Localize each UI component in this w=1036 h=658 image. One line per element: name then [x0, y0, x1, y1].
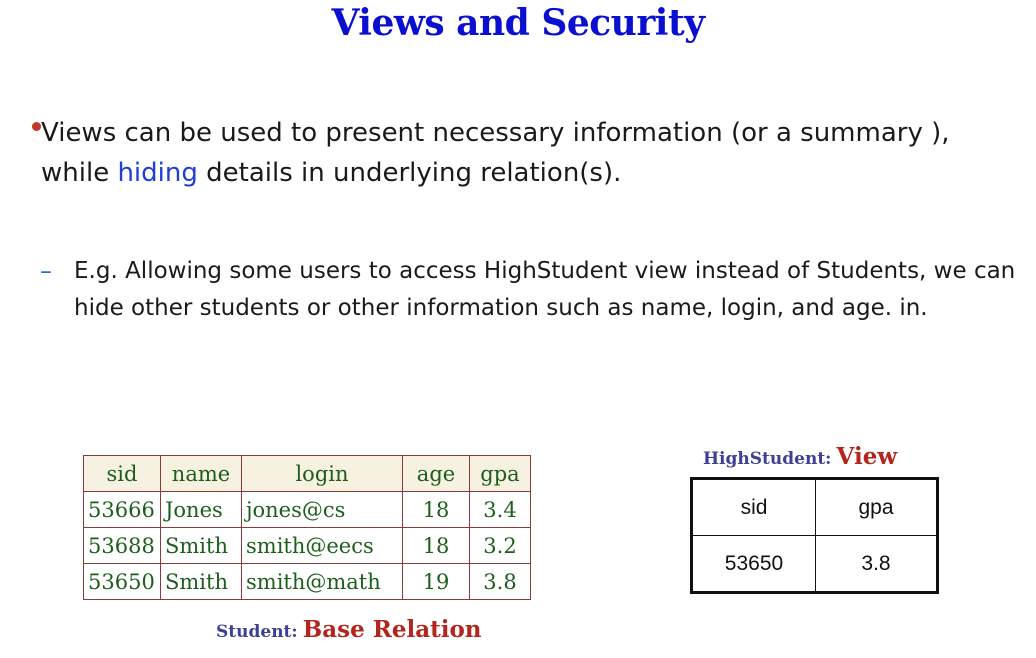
table-header-row	[84, 456, 531, 492]
table-cell: smith@eecs	[242, 528, 403, 564]
column-header: name	[161, 456, 242, 492]
table-cell: Jones	[161, 492, 242, 528]
table-cell: Smith	[161, 564, 242, 600]
table-row	[84, 492, 531, 528]
view-table-caption	[703, 443, 897, 470]
table-row	[692, 536, 938, 593]
table-row	[84, 528, 531, 564]
sub-bullet-text: E.g. Allowing some users to access HighStudent view instead of Students, we can hide other students or other information such as name, login, and age. in.	[74, 258, 1016, 321]
bullet-dot-icon	[32, 122, 41, 131]
column-header: sid	[84, 456, 161, 492]
table-cell: 53650	[84, 564, 161, 600]
caption-label: HighStudent:	[703, 449, 832, 469]
table-cell: 18	[403, 528, 470, 564]
table-cell: jones@cs	[242, 492, 403, 528]
table-cell: 18	[403, 492, 470, 528]
table-cell: Smith	[161, 528, 242, 564]
caption-label: Student:	[216, 622, 298, 642]
caption-type: Base Relation	[302, 616, 482, 643]
column-header: age	[403, 456, 470, 492]
table-header-row	[692, 479, 938, 536]
table-row	[84, 564, 531, 600]
column-header: sid	[692, 479, 816, 536]
table-cell: 53650	[692, 536, 816, 593]
table-cell: 53666	[84, 492, 161, 528]
main-bullet-text-before: Views can be used to present necessary information (or a summary ), while	[41, 118, 950, 188]
main-bullet-text-after: details in underlying relation(s).	[197, 158, 622, 188]
column-header: gpa	[816, 479, 938, 536]
slide-title: Views and Security	[331, 2, 705, 44]
column-header: gpa	[470, 456, 531, 492]
highlighted-word: hiding	[117, 158, 198, 188]
table-cell: 19	[403, 564, 470, 600]
table-cell: smith@math	[242, 564, 403, 600]
caption-type: View	[836, 443, 898, 470]
table-cell: 3.4	[470, 492, 531, 528]
main-bullet-text	[41, 113, 1001, 193]
student-table-caption	[216, 616, 482, 643]
table-cell: 3.8	[470, 564, 531, 600]
table-cell: 3.8	[816, 536, 938, 593]
column-header: login	[242, 456, 403, 492]
highstudent-view-table	[690, 477, 939, 594]
student-table	[83, 455, 531, 600]
dash-icon: –	[40, 257, 52, 285]
table-cell: 53688	[84, 528, 161, 564]
table-cell: 3.2	[470, 528, 531, 564]
